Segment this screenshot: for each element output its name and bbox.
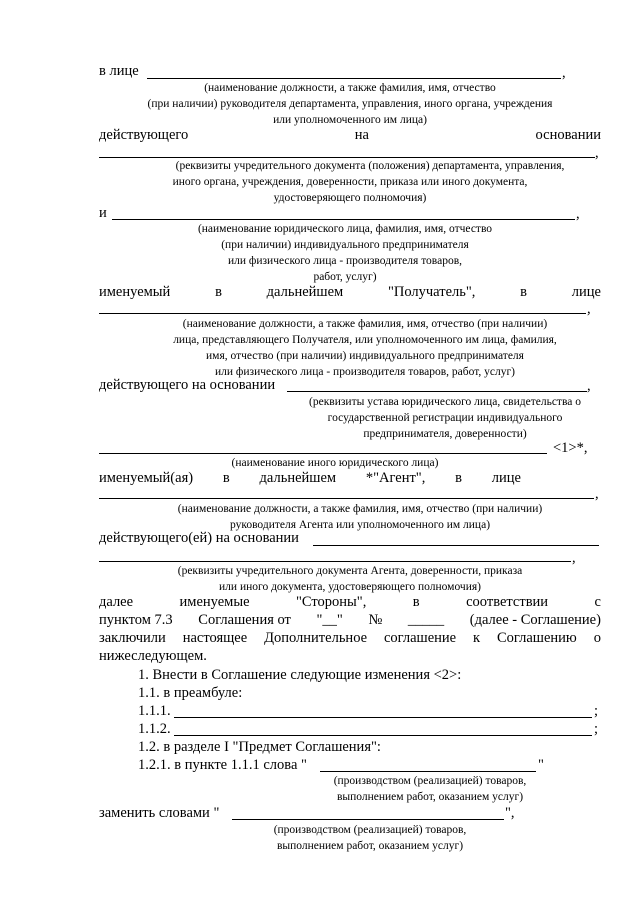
note-line: (при наличии) руководителя департамента, управления, иного органа, учреждения <box>147 98 553 110</box>
note-line: (при наличии) индивидуального предпринимателя <box>221 239 469 251</box>
note-line: или иного документа, удостоверяющего полномочия) <box>219 581 481 593</box>
word: в <box>520 284 528 300</box>
comma: , <box>587 301 591 317</box>
note-line: предпринимателя, доверенности) <box>363 428 527 440</box>
replace-label: заменить словами " <box>99 805 220 821</box>
note-line: (производством (реализацией) товаров, <box>333 775 527 787</box>
word: _____ <box>407 612 445 628</box>
word: *"Агент", <box>365 470 426 486</box>
word: именуемый <box>99 284 171 300</box>
item-1-1-1-line[interactable] <box>174 717 592 718</box>
word: действующего <box>99 127 189 143</box>
item-1: 1. Внести в Соглашение следующие изменения <2>: <box>138 667 462 683</box>
justified-row <box>99 470 521 487</box>
other-entity-line[interactable] <box>99 453 547 454</box>
item-1-1-2-line[interactable] <box>174 735 592 736</box>
note-line: (наименование должности, а также фамилия, имя, отчество (при наличии) <box>177 503 543 515</box>
basis-label: действующего на основании <box>99 377 276 393</box>
word: с <box>594 594 601 610</box>
word: в <box>215 284 222 300</box>
v-litse-label: в лице <box>99 63 139 79</box>
word: дальнейшем <box>259 470 337 486</box>
word: к <box>473 630 481 646</box>
agent-representative-line[interactable] <box>99 498 594 499</box>
item-1-2-1: 1.2.1. в пункте 1.1.1 слова " <box>138 757 307 773</box>
paragraph-end: нижеследующем. <box>99 648 207 664</box>
word: пунктом 7.3 <box>99 612 173 628</box>
agent-basis-line[interactable] <box>313 545 599 546</box>
word: о <box>593 630 601 646</box>
word: далее <box>99 594 134 610</box>
note-line: (наименование должности, а также фамилия, имя, отчество (при наличии) <box>182 318 548 330</box>
word: дальнейшем <box>266 284 344 300</box>
note-line: государственной регистрации индивидуального <box>327 412 563 424</box>
words-line[interactable] <box>320 771 536 772</box>
word: "Получатель", <box>387 284 476 300</box>
item-1-2: 1.2. в разделе I "Предмет Соглашения": <box>138 739 381 755</box>
word: заключили <box>99 630 166 646</box>
word: (далее - Соглашение) <box>469 612 601 628</box>
party-line[interactable] <box>112 219 575 220</box>
close-quote-comma: ", <box>505 805 515 821</box>
item-1-1-2: 1.1.2. <box>138 721 171 737</box>
word: на <box>354 127 369 143</box>
note-line: (наименование должности, а также фамилия, имя, отчество <box>204 82 496 94</box>
note-line: (наименование юридического лица, фамилия, имя, отчество <box>197 223 493 235</box>
comma: , <box>572 550 576 566</box>
charter-line[interactable] <box>287 391 587 392</box>
word: Соглашению <box>497 630 577 646</box>
word: настоящее <box>182 630 248 646</box>
justified-row <box>99 630 601 647</box>
note-line: или уполномоченного им лица) <box>273 114 427 126</box>
agent-basis-line-2[interactable] <box>99 561 571 562</box>
word: Соглашения от <box>198 612 291 628</box>
word: именуемые <box>179 594 250 610</box>
note-line: (реквизиты устава юридического лица, свидетельства о <box>309 396 581 408</box>
comma: , <box>595 486 599 502</box>
note-line: (реквизиты учредительного документа (положения) департамента, управления, <box>175 160 565 172</box>
justified-row <box>99 127 601 144</box>
note-line: или физического лица - производителя товаров, работ, услуг) <box>215 366 515 378</box>
note-line: иного органа, учреждения, доверенности, приказа или иного документа, <box>172 176 528 188</box>
note-line: выполнением работ, оказанием услуг) <box>336 791 524 803</box>
representative-line[interactable] <box>99 313 586 314</box>
note-line: лица, представляющего Получателя, или уполномоченного им лица, фамилия, <box>173 334 557 346</box>
word: основании <box>535 127 601 143</box>
word: в <box>455 470 462 486</box>
justified-row <box>99 594 601 611</box>
note-line: выполнением работ, оказанием услуг) <box>276 840 464 852</box>
word: в <box>222 470 230 486</box>
note-line: имя, отчество (при наличии) индивидуального предпринимателя <box>206 350 524 362</box>
note-line: (реквизиты учредительного документа Агента, доверенности, приказа <box>177 565 523 577</box>
word: соглашение <box>383 630 457 646</box>
justified-row <box>99 284 601 301</box>
replace-line[interactable] <box>232 819 504 820</box>
footnote-ref: <1>*, <box>553 440 588 456</box>
word: соответствии <box>466 594 549 610</box>
word: Дополнительное <box>264 630 368 646</box>
note-line: работ, услуг) <box>313 271 377 283</box>
basis-line[interactable] <box>99 157 595 158</box>
v-litse-line[interactable] <box>147 78 561 79</box>
i-label: и <box>99 205 107 221</box>
comma: , <box>576 206 580 222</box>
semicolon: ; <box>594 721 599 737</box>
word: "Стороны", <box>295 594 367 610</box>
word: лице <box>491 470 521 486</box>
item-1-1-1: 1.1.1. <box>138 703 171 719</box>
semicolon: ; <box>594 703 599 719</box>
word: именуемый(ая) <box>99 470 194 486</box>
note-line: (наименование иного юридического лица) <box>231 457 439 469</box>
word: лице <box>571 284 601 300</box>
comma: , <box>562 65 566 81</box>
word: "__" <box>316 612 343 628</box>
comma: , <box>587 378 591 394</box>
close-quote: " <box>538 757 544 773</box>
note-line: (производством (реализацией) товаров, <box>273 824 467 836</box>
agent-basis-label: действующего(ей) на основании <box>99 530 299 546</box>
note-line: удостоверяющего полномочия) <box>273 192 427 204</box>
comma: , <box>595 145 599 161</box>
item-1-1: 1.1. в преамбуле: <box>138 685 243 701</box>
word: в <box>412 594 420 610</box>
note-line: руководителя Агента или уполномоченного им лица) <box>229 519 491 531</box>
word: № <box>368 612 383 628</box>
justified-row <box>99 612 601 629</box>
note-line: или физического лица - производителя товаров, <box>227 255 462 267</box>
